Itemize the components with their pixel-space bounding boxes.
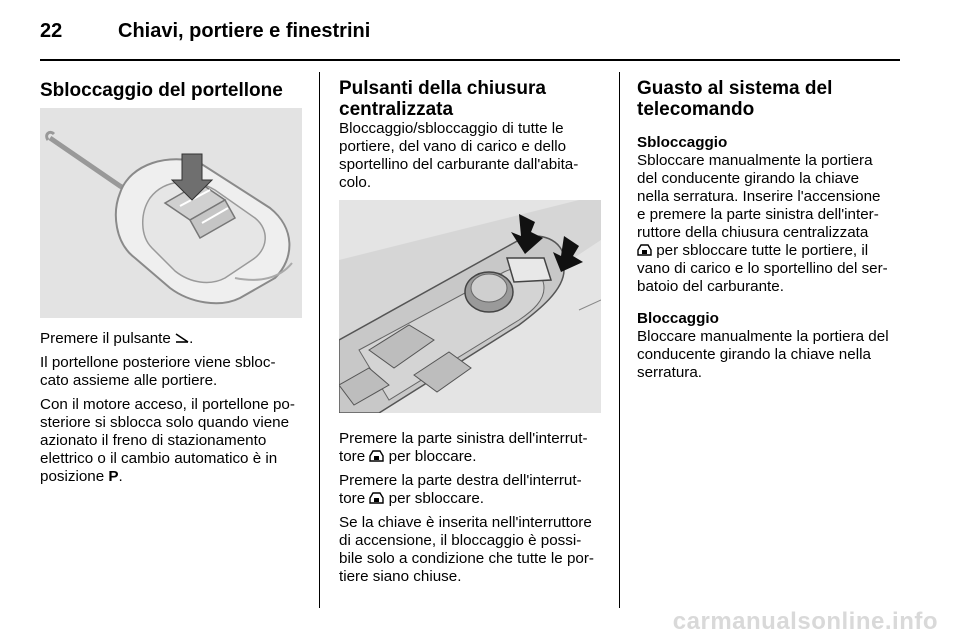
text-line: tore (339, 448, 366, 465)
tailgate-icon (175, 330, 189, 348)
subheading-unlocking: Sbloccaggio (637, 134, 728, 151)
heading-line: centralizzata (339, 99, 454, 120)
text-line: elettrico o il cambio automatico è in (40, 450, 278, 467)
central-lock-icon (637, 242, 652, 260)
page-header (40, 20, 900, 50)
text-line: conducente girando la chiave nella (637, 346, 871, 363)
tailgate-instruction-text: Premere il pulsante (40, 330, 171, 347)
central-lock-icon (369, 448, 384, 466)
text-line: Il portellone posteriore viene sbloc- (40, 354, 276, 371)
unlock-instruction (339, 472, 607, 508)
text-line: sportellino del carburante dall'abita- (339, 156, 579, 173)
heading-line: Guasto al sistema del (637, 78, 833, 99)
key-fob-illustration (40, 108, 302, 318)
text-line: Bloccare manualmente la portiera del (637, 328, 889, 345)
chapter-title: Chiavi, portiere e finestrini (118, 20, 371, 42)
text-line: batoio del carburante. (637, 278, 784, 295)
tailgate-para-2 (40, 354, 305, 390)
heading-line: telecomando (637, 99, 755, 120)
ignition-note (339, 514, 607, 586)
text-line: cato assieme alle portiere. (40, 372, 218, 389)
tailgate-instruction (40, 330, 305, 348)
text-line: per sbloccare tutte le portiere, il (656, 242, 869, 259)
text-line: ruttore della chiusura centralizzata (637, 224, 869, 241)
column-divider-2 (619, 72, 620, 608)
watermark: carmanualsonline.info (672, 608, 938, 635)
subheading-locking: Bloccaggio (637, 310, 719, 327)
locking-text (637, 328, 905, 382)
central-lock-icon (369, 490, 384, 508)
text-line: per sbloccare. (388, 490, 485, 507)
text-line: Premere la parte sinistra dell'interrut- (339, 430, 588, 447)
text-line: Sbloccare manualmente la portiera (637, 152, 873, 169)
text-line: Bloccaggio/sbloccaggio di tutte le (339, 120, 564, 137)
text-line: bile solo a condizione che tutte le por- (339, 550, 594, 567)
column-remote-failure (637, 78, 905, 382)
text-line: colo. (339, 174, 372, 191)
tailgate-instruction-end: . (189, 330, 194, 347)
text-line: azionato il freno di stazionamento (40, 432, 267, 449)
tailgate-para-3 (40, 396, 305, 486)
page-number: 22 (40, 20, 63, 42)
text-line: steriore si sblocca solo quando viene (40, 414, 290, 431)
text-line: . (118, 468, 123, 485)
section-heading-central-locking (339, 78, 604, 120)
text-line: di accensione, il bloccaggio è possi- (339, 532, 582, 549)
column-central-locking (339, 78, 604, 585)
text-line: portiere, del vano di carico e dello (339, 138, 567, 155)
text-line: nella serratura. Inserire l'accensione (637, 188, 881, 205)
text-line: tore (339, 490, 366, 507)
text-line: tiere siano chiuse. (339, 568, 462, 585)
column-tailgate (40, 78, 305, 485)
text-line: e premere la parte sinistra dell'inter- (637, 206, 879, 223)
text-line: posizione (40, 468, 105, 485)
header-divider (40, 59, 900, 61)
central-locking-intro (339, 120, 604, 192)
heading-line: Pulsanti della chiusura (339, 78, 546, 99)
column-divider-1 (319, 72, 320, 608)
section-heading-remote-failure (637, 78, 905, 120)
text-line: vano di carico e lo sportellino del ser- (637, 260, 888, 277)
text-line: per bloccare. (388, 448, 477, 465)
gear-position-label: P (108, 468, 119, 485)
door-switch-illustration (339, 200, 601, 413)
text-line: Con il motore acceso, il portellone po- (40, 396, 295, 413)
section-heading-tailgate: Sbloccaggio del portellone (40, 80, 283, 101)
text-line: del conducente girando la chiave (637, 170, 860, 187)
lock-instruction (339, 430, 607, 466)
text-line: Se la chiave è inserita nell'interruttore (339, 514, 592, 531)
unlocking-text (637, 152, 905, 296)
text-line: serratura. (637, 364, 702, 381)
text-line: Premere la parte destra dell'interrut- (339, 472, 582, 489)
